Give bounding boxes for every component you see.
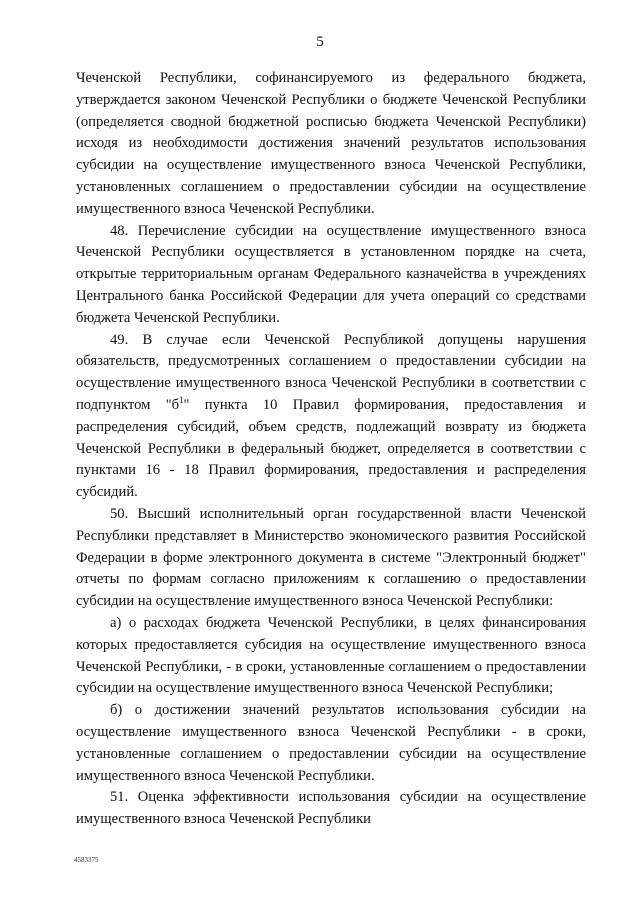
superscript: 1 [179,395,184,406]
document-id: 4583375 [74,856,99,864]
paragraph-continuation: Чеченской Республики, софинансируемого из федерального бюджета, утверждается законом Чеченской Республики о бюджете Чеченской Республики (определяется сводной бюджетной росписью бюджета Чеченской Республики) исходя из необходимости достижения значений результатов использования субсидии на осуществление имущественного взноса Чеченской Республики, установленных соглашением о предоставлении субсидии на осуществление имущественного взноса Чеченской Республики. [76,70,586,217]
paragraph-49-text-a: 49. В случае если Чеченской Республикой допущены нарушения обязательств, предусмотренных соглашением о предоставлении субсидии на осуществление имущественного взноса Чеченской Республики в соответствии с подпунктом "б [76,331,586,413]
page-number: 5 [316,34,324,50]
paragraph-51: 51. Оценка эффективности использования субсидии на осуществление имущественного взноса Чеченской Республики [76,789,586,828]
paragraph-50: 50. Высший исполнительный орган государственной власти Чеченской Республики представляет в Министерство экономического развития Российской Федерации в форме электронного документа в системе "Электронный бюджет" отчеты по формам согласно приложениям к соглашению о предоставлении субсидии на осуществление имущественного взноса Чеченской Республики: [76,505,586,610]
paragraph-50-b: б) о достижении значений результатов использования субсидии на осуществление имущественного взноса Чеченской Республики - в сроки, установленные соглашением о предоставлении субсидии на осуществление имущественного взноса Чеченской Республики. [76,702,586,784]
paragraph-50-a: а) о расходах бюджета Чеченской Республики, в целях финансирования которых предоставляется субсидия на осуществление имущественного взноса Чеченской Республики, - в сроки, установленные соглашением о предоставлении субсидии на осуществление имущественного взноса Чеченской Республики; [76,614,586,697]
paragraph-49-text-b: " пункта 10 Правил формирования, предоставления и распределения субсидий, объем средств, подлежащий возврату из бюджета Чеченской Республики в федеральный бюджет, определяется в соответствии с пунктами 16 - 18 Правил формирования, предоставления и распределения субсидий. [76,396,586,501]
paragraph-49 [76,330,586,504]
paragraph-48: 48. Перечисление субсидии на осуществление имущественного взноса Чеченской Республики осуществляется в установленном порядке на счета, открытые территориальным органам Федерального казначейства в учреждениях Центрального банка Российской Федерации для учета операций со средствами бюджета Чеченской Республики. [76,222,586,326]
document-body [76,68,586,831]
